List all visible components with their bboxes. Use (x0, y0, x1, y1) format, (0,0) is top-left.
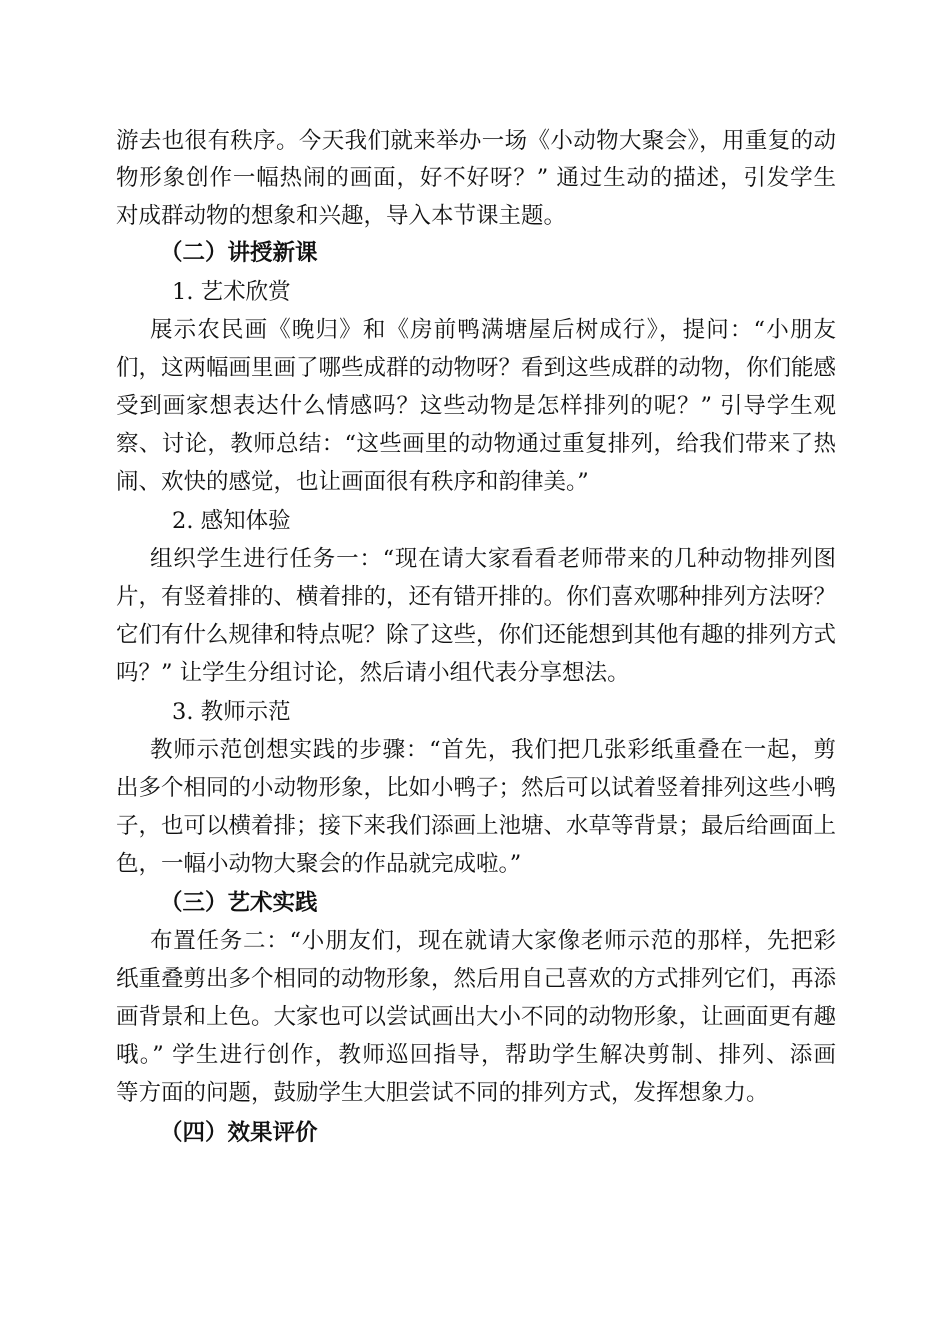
body-line: 吗？” 让学生分组讨论，然后请小组代表分享想法。 (116, 660, 630, 686)
body-line: 哦。” 学生进行创作，教师巡回指导，帮助学生解决剪制、排列、添画 (116, 1042, 836, 1068)
body-line: 片，有竖着排的、横着排的，还有错开排的。你们喜欢哪种排列方法呀？ (116, 584, 836, 610)
body-line: 它们有什么规律和特点呢？除了这些，你们还能想到其他有趣的排列方式 (116, 622, 836, 648)
body-line: 们，这两幅画里画了哪些成群的动物呀？看到这些成群的动物，你们能感 (116, 355, 836, 381)
subsection-heading: 2. 感知体验 (172, 508, 291, 534)
body-line: 出多个相同的小动物形象，比如小鸭子；然后可以试着竖着排列这些小鸭 (116, 775, 836, 801)
body-line: 色，一幅小动物大聚会的作品就完成啦。” (116, 851, 522, 877)
subsection-heading: 1. 艺术欣赏 (172, 279, 291, 305)
body-line: 游去也很有秩序。今天我们就来举办一场《小动物大聚会》，用重复的动 (116, 128, 836, 154)
body-line: 闹、欢快的感觉，也让画面很有秩序和韵律美。” (116, 469, 589, 495)
body-line: 教师示范创想实践的步骤：“首先，我们把几张彩纸重叠在一起，剪 (150, 737, 836, 763)
body-line: 展示农民画《晚归》和《房前鸭满塘屋后树成行》，提问：“小朋友 (150, 317, 836, 343)
section-heading: （三）艺术实践 (160, 890, 318, 916)
body-line: 受到画家想表达什么情感吗？这些动物是怎样排列的呢？” 引导学生观 (116, 393, 836, 419)
body-line: 纸重叠剪出多个相同的动物形象，然后用自己喜欢的方式排列它们，再添 (116, 966, 836, 992)
body-line: 对成群动物的想象和兴趣，导入本节课主题。 (116, 203, 567, 229)
body-line: 组织学生进行任务一：“现在请大家看看老师带来的几种动物排列图 (150, 546, 836, 572)
section-heading: （四）效果评价 (160, 1120, 318, 1146)
body-line: 察、讨论，教师总结：“这些画里的动物通过重复排列，给我们带来了热 (116, 431, 836, 457)
body-line: 子，也可以横着排；接下来我们添画上池塘、水草等背景；最后给画面上 (116, 813, 836, 839)
body-line: 画背景和上色。大家也可以尝试画出大小不同的动物形象，让画面更有趣 (116, 1004, 836, 1030)
body-line: 等方面的问题，鼓励学生大胆尝试不同的排列方式，发挥想象力。 (116, 1080, 769, 1106)
subsection-heading: 3. 教师示范 (172, 699, 291, 725)
body-line: 布置任务二：“小朋友们，现在就请大家像老师示范的那样，先把彩 (150, 928, 836, 954)
body-line: 物形象创作一幅热闹的画面，好不好呀？” 通过生动的描述，引发学生 (116, 165, 836, 191)
section-heading: （二）讲授新课 (160, 240, 318, 266)
